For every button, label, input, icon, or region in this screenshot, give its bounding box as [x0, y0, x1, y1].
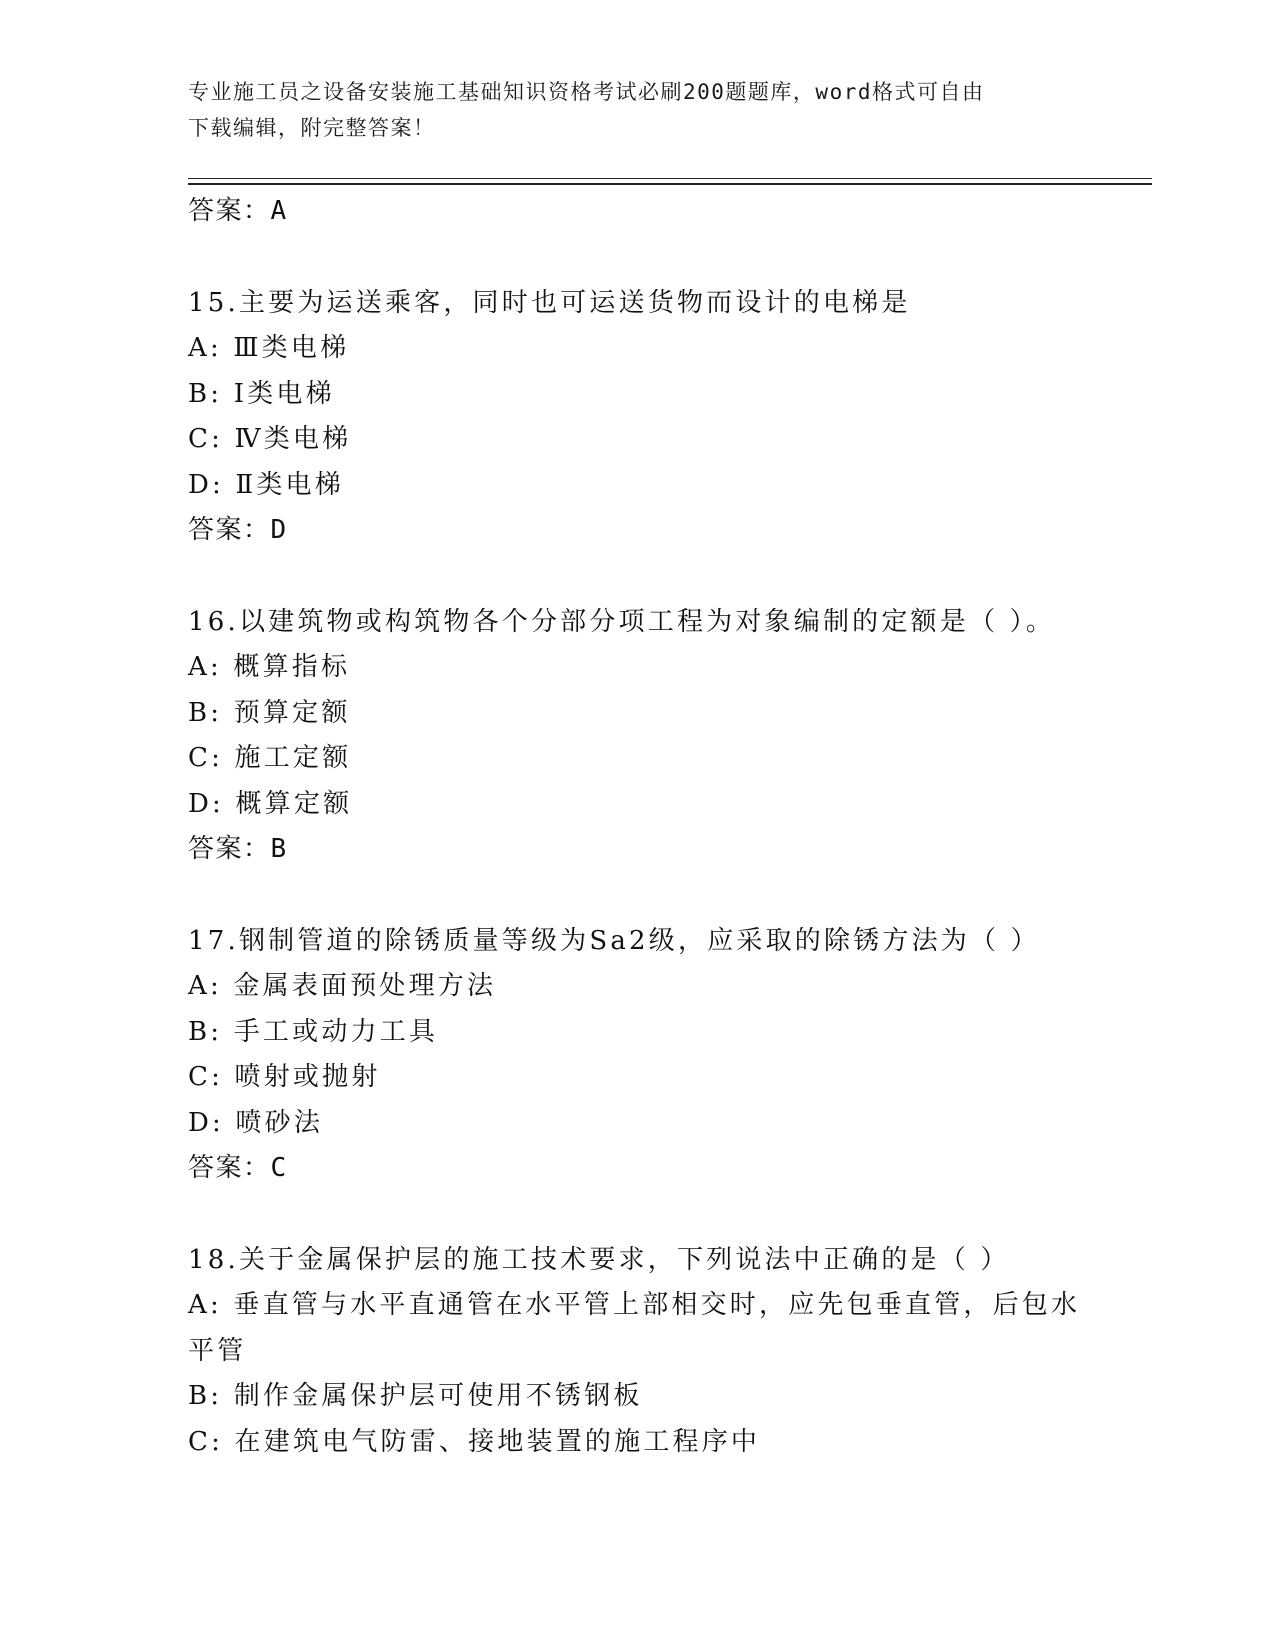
option-d: D: 概算定额	[188, 788, 353, 819]
header-line-1: 专业施工员之设备安装施工基础知识资格考试必刷200题题库，word格式可自由	[188, 80, 985, 104]
option-d: D: Ⅱ类电梯	[188, 469, 344, 500]
header-divider-thin	[188, 178, 1152, 179]
question-stem: 17.钢制管道的除锈质量等级为Sa2级，应采取的除锈方法为（ ）	[188, 925, 1040, 956]
previous-answer: 答案：A	[188, 196, 288, 226]
option-c: C: Ⅳ类电梯	[188, 424, 352, 454]
document-header	[188, 74, 1078, 146]
question-16	[188, 600, 1088, 873]
answer: 答案：C	[188, 1153, 288, 1183]
header-divider-thick	[188, 183, 1152, 185]
spacer	[188, 235, 1088, 281]
question-stem: 15.主要为运送乘客，同时也可运送货物而设计的电梯是	[188, 287, 911, 318]
option-a: A: Ⅲ类电梯	[188, 333, 350, 363]
option-c: C: 在建筑电气防雷、接地装置的施工程序中	[188, 1426, 761, 1457]
option-c: C: 喷射或抛射	[188, 1062, 381, 1092]
question-stem: 16.以建筑物或构筑物各个分部分项工程为对象编制的定额是（ ）。	[188, 606, 1056, 637]
question-15	[188, 281, 1088, 554]
option-b: B: Ⅰ类电梯	[188, 378, 335, 409]
spacer	[188, 1192, 1088, 1238]
option-a: A: 概算指标	[188, 652, 351, 682]
option-a: A: 垂直管与水平直通管在水平管上部相交时，应先包垂直管，后包水	[188, 1290, 1081, 1320]
spacer	[188, 873, 1088, 919]
option-b: B: 手工或动力工具	[188, 1016, 439, 1047]
question-stem: 18.关于金属保护层的施工技术要求，下列说法中正确的是（ ）	[188, 1244, 1010, 1275]
question-18	[188, 1238, 1088, 1466]
option-a-continued: 平管	[188, 1335, 247, 1366]
option-c: C: 施工定额	[188, 743, 352, 773]
option-b: B: 预算定额	[188, 697, 351, 728]
option-a: A: 金属表面预处理方法	[188, 971, 497, 1001]
header-line-2: 下载编辑，附完整答案！	[188, 116, 436, 140]
question-list	[188, 189, 1088, 1465]
answer: 答案：D	[188, 515, 288, 545]
spacer	[188, 554, 1088, 600]
answer: 答案：B	[188, 834, 288, 864]
option-b: B: 制作金属保护层可使用不锈钢板	[188, 1381, 643, 1411]
option-d: D: 喷砂法	[188, 1107, 324, 1138]
question-17	[188, 919, 1088, 1192]
